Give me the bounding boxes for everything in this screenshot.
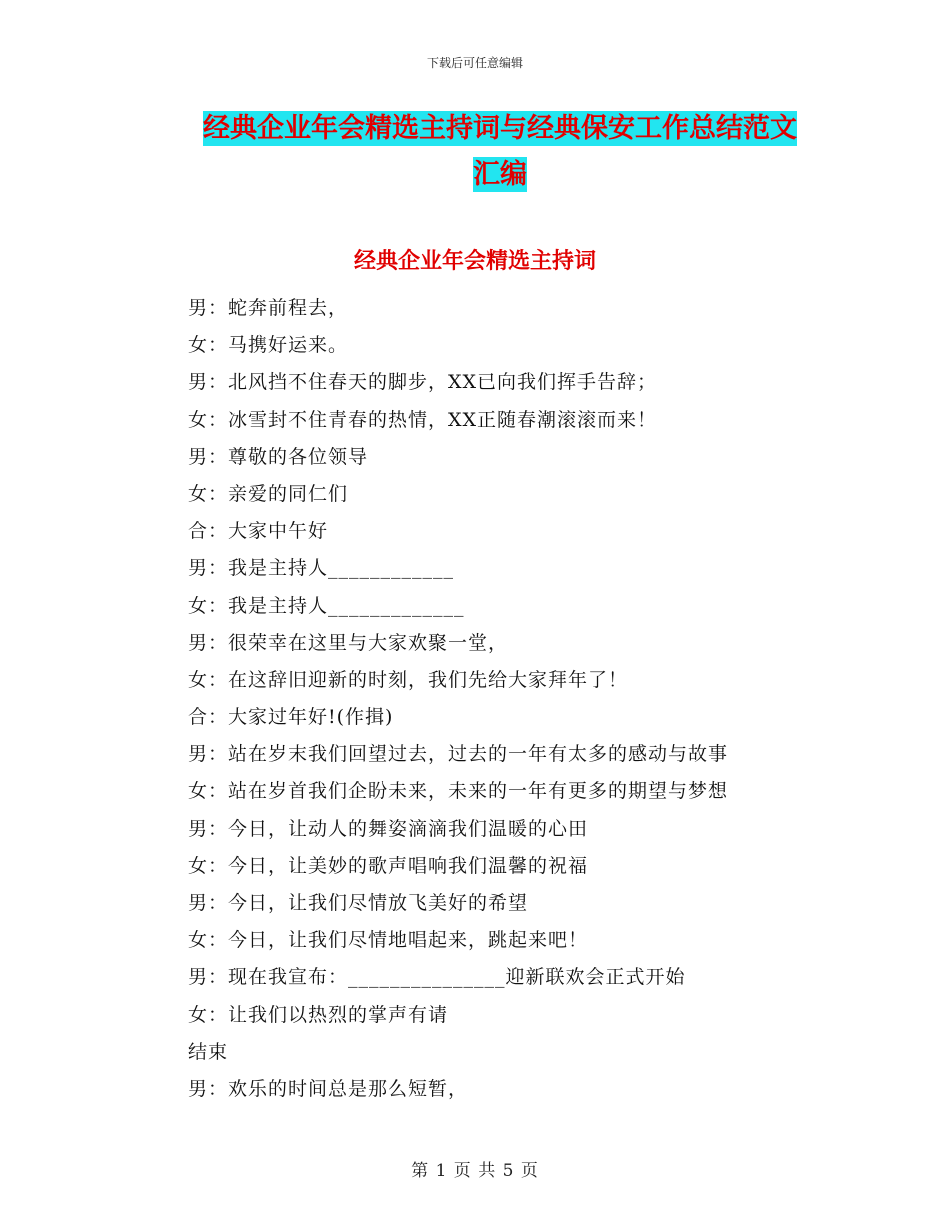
script-line: 男：我是主持人____________ bbox=[188, 557, 455, 580]
page-footer: 第 1 页 共 5 页 bbox=[411, 1161, 539, 1181]
script-line: 男：尊敬的各位领导 bbox=[188, 445, 369, 468]
script-line: 女：今日，让美妙的歌声唱响我们温馨的祝福 bbox=[188, 854, 589, 877]
header-note: 下载后可任意编辑 bbox=[426, 56, 523, 70]
document-title-text: 经典企业年会精选主持词与经典保安工作总结范文汇编 bbox=[203, 113, 797, 190]
script-line: 结束 bbox=[188, 1040, 229, 1063]
script-line: 女：让我们以热烈的掌声有请 bbox=[188, 1003, 449, 1026]
script-line: 男：今日，让我们尽情放飞美好的希望 bbox=[188, 892, 529, 914]
script-line: 男：现在我宣布：_______________迎新联欢会正式开始 bbox=[188, 966, 686, 989]
script-line: 女：冰雪封不住青春的热情，XX正随春潮滚滚而来！ bbox=[188, 408, 658, 431]
script-line: 女：亲爱的同仁们 bbox=[188, 482, 349, 505]
script-line: 女：我是主持人_____________ bbox=[188, 594, 465, 617]
script-line: 男：欢乐的时间总是那么短暂， bbox=[188, 1077, 469, 1100]
script-line: 男：今日，让动人的舞姿滴滴我们温暖的心田 bbox=[188, 817, 589, 840]
script-line: 男：蛇奔前程去， bbox=[188, 297, 349, 319]
script-line: 女：今日，让我们尽情地唱起来，跳起来吧！ bbox=[188, 929, 589, 952]
script-line: 合：大家中午好 bbox=[188, 520, 329, 543]
script-line: 合：大家过年好!(作揖) bbox=[188, 706, 394, 729]
script-line: 男：站在岁末我们回望过去，过去的一年有太多的感动与故事 bbox=[188, 743, 729, 766]
script-line: 女：站在岁首我们企盼未来，未来的一年有更多的期望与梦想 bbox=[188, 780, 729, 803]
script-line: 男：北风挡不住春天的脚步，XX已向我们挥手告辞； bbox=[188, 371, 658, 394]
script-line: 男：很荣幸在这里与大家欢聚一堂， bbox=[188, 631, 509, 654]
script-lines bbox=[188, 290, 828, 1108]
document-title bbox=[190, 106, 810, 198]
script-line: 女：在这辞旧迎新的时刻，我们先给大家拜年了！ bbox=[188, 668, 629, 691]
section-title: 经典企业年会精选主持词 bbox=[353, 249, 596, 274]
script-line: 女：马携好运来。 bbox=[188, 334, 349, 357]
